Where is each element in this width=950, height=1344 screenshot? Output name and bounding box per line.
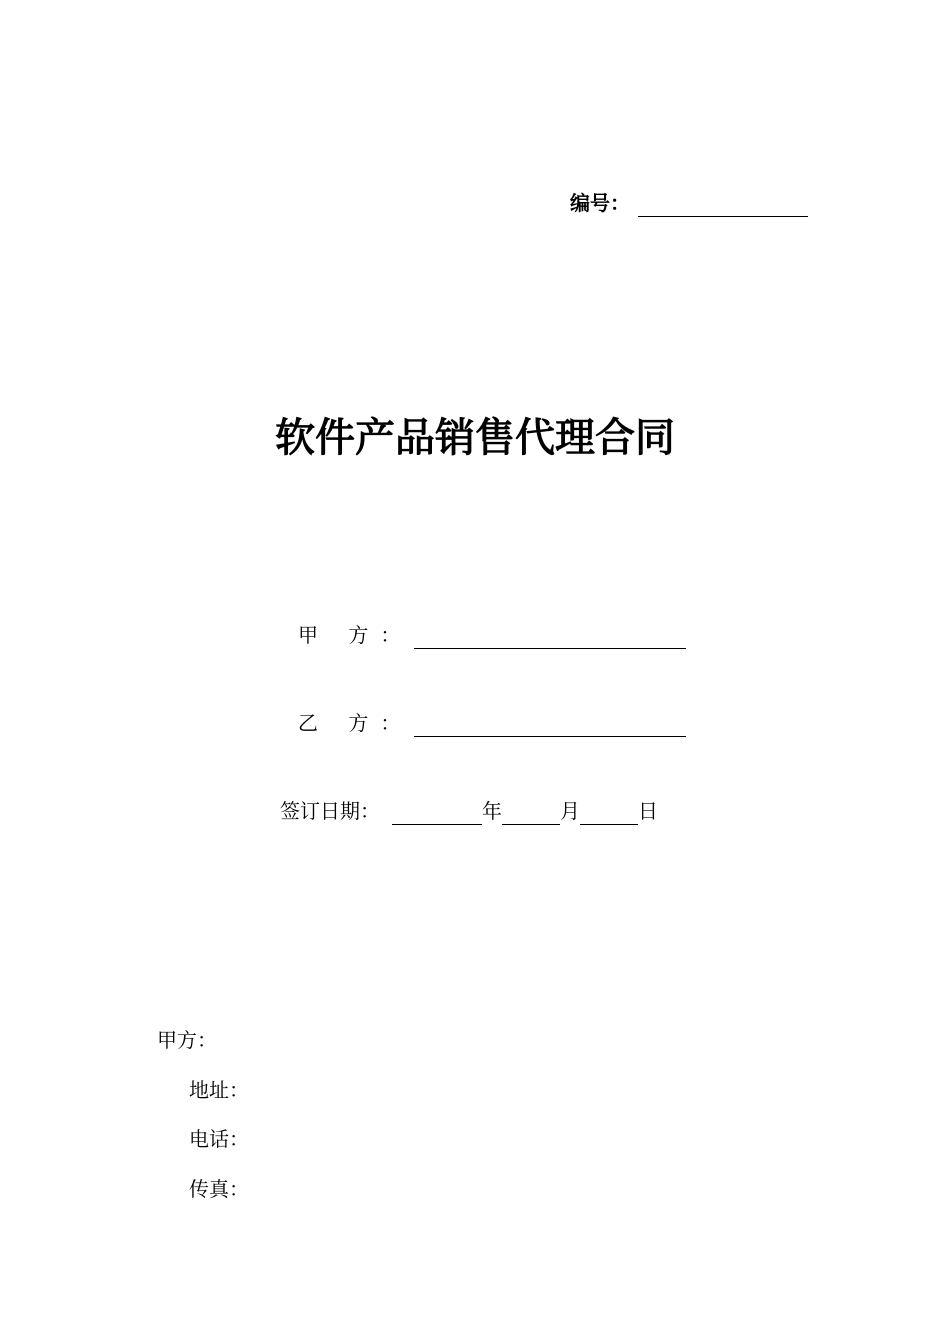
party-a-blank[interactable] <box>414 624 686 649</box>
month-label: 月 <box>560 799 580 823</box>
fax-label: 传真： <box>189 1177 249 1201</box>
phone-label: 电话： <box>189 1127 249 1151</box>
contract-number-label: 编号： <box>570 191 630 215</box>
sign-date-row <box>280 797 658 825</box>
contract-number-row <box>570 189 808 217</box>
month-blank[interactable] <box>502 800 560 825</box>
sign-date-label: 签订日期： <box>280 799 380 823</box>
party-a-row <box>298 621 686 649</box>
day-label: 日 <box>638 799 658 823</box>
year-blank[interactable] <box>392 800 482 825</box>
year-label: 年 <box>482 799 502 823</box>
party-b-row <box>298 709 686 737</box>
address-label: 地址： <box>189 1078 249 1102</box>
party-b-blank[interactable] <box>414 712 686 737</box>
party-b-label: 乙 方： <box>298 711 413 735</box>
party-a-heading: 甲方： <box>157 1028 217 1052</box>
document-title: 软件产品销售代理合同 <box>275 415 675 461</box>
day-blank[interactable] <box>580 800 638 825</box>
party-a-label: 甲 方： <box>298 623 413 647</box>
contract-number-blank[interactable] <box>638 192 808 217</box>
